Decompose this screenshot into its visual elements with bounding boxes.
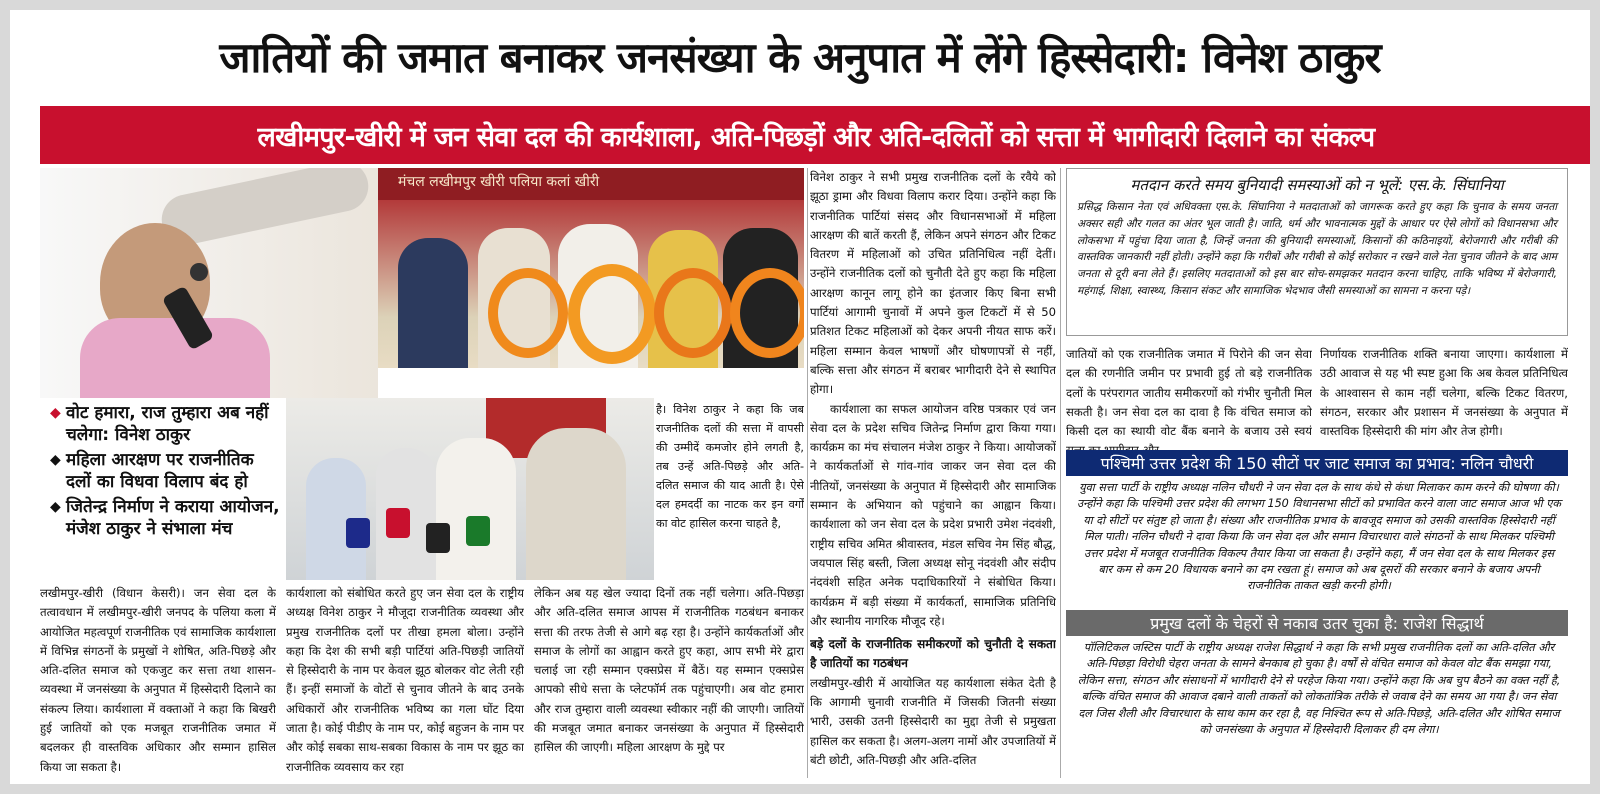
article-column-3a: है। विनेश ठाकुर ने कहा कि जब राजनीतिक दलों की सत्ता में वापसी की उम्मीदें कमजोर होने लगती है, तब उन्हें अति-पिछड़े और अति-दलित समाज की याद आती है। ऐसे दल हमदर्दी का नाटक कर इन वर्गों का वोट हासिल करना चाहते है, — [656, 403, 804, 530]
story3-title: प्रमुख दलों के चेहरों से नकाब उतर चुका है: राजेश सिद्धार्थ — [1066, 610, 1568, 636]
sidebar-box — [1066, 168, 1568, 336]
subheadline-banner: लखीमपुर-खीरी में जन सेवा दल की कार्यशाला, अति-पिछड़ों और अति-दलितों को सत्ता में भागीदारी दिलाने का संकल्प — [40, 106, 1590, 164]
press-interaction-photo — [286, 398, 654, 580]
garland-ceremony-photo — [378, 168, 804, 368]
key-point: ◆ जितेन्द्र निर्माण ने कराया आयोजन, मंजेश ठाकुर ने संभाला मंच — [50, 496, 280, 540]
key-points — [40, 398, 284, 584]
newspaper-page — [10, 10, 1590, 784]
article-column-3b: लेकिन अब यह खेल ज्यादा दिनों तक नहीं चलेगा। अति-पिछड़ा और अति-दलित समाज आपस में राजनीतिक गठबंधन बनाकर सत्ता की तरफ तेजी से आगे बढ़ रहा है। उन्होंने कार्यकर्ताओं और समाज के लोगों का आह्वान करते हुए कहा, आप सभी मेरे द्वारा चलाई जा रही सम्मान एक्सप्रेस में बैठें। यह सम्मान एक्सप्रेस आपको सीधे सत्ता के प्लेटफॉर्म तक पहुंचाएगी। अब वोट हमारा और राज तुम्हारा वाली व्यवस्था स्वीकार नहीं की जाएगी। जातियों की मजबूत जमात बनाकर जनसंख्या के अनुपात में हिस्सेदारी हासिल की जाएगी। महिला आरक्षण के मुद्दे पर — [534, 586, 804, 755]
section-subheading: बड़े दलों के राजनीतिक समीकरणों को चुनौती दे सकता है जातियों का गठबंधन — [810, 637, 1056, 671]
box-title: मतदान करते समय बुनियादी समस्याओं को न भूलें: एस.के. सिंघानिया — [1130, 176, 1504, 194]
banner-text: मंचल लखीमपुर खीरी पलिया कलां खीरी — [398, 174, 600, 190]
column-divider — [1060, 168, 1061, 778]
column-divider — [807, 168, 808, 778]
article-column-6: निर्णायक राजनीतिक शक्ति बनाया जाएगा। कार्यशाला में उठी आवाज से यह भी स्पष्ट हुआ कि अब केवल प्रतिनिधित्व के आश्वासन से काम नहीं चलेगा, बल्कि टिकट वितरण, संगठन, सरकार और प्रशासन में जनसंख्या के अनुपात में वास्तविक हिस्सेदारी की मांग और तेज होगी। — [1320, 347, 1568, 439]
story2-text: युवा सत्ता पार्टी के राष्ट्रीय अध्यक्ष नलिन चौधरी ने जन सेवा दल के साथ कंधे से कंधा मिलाकर काम करने की घोषणा की। उन्होंने कहा कि पश्चिमी उत्तर प्रदेश की लगभग 150 विधानसभा सीटों को प्रभावित करने वाला जाट समाज आज भी एक या दो सीटों पर संतुष्ट हो जाता है। संख्या और राजनीतिक प्रभाव के बावजूद समाज को उसकी वास्तविक हिस्सेदारी नहीं मिल पाती। नलिन चौधरी ने दावा किया कि जन सेवा दल और समान विचारधारा वाले संगठनों के साथ मिलकर पश्चिमी उत्तर प्रदेश में मजबूत राजनीतिक विकल्प तैयार किया जा सकता है। उन्होंने कहा, मैं जन सेवा दल के साथ मिलकर इस बार कम से कम 20 विधायक बनाने का दम रखता हूं। समाज को अब दूसरों की सरकार बनाने के बजाय अपनी राजनीतिक ताकत खड़ी करनी होगी। — [1076, 481, 1562, 593]
paragraph: विनेश ठाकुर ने सभी प्रमुख राजनीतिक दलों के रवैये को झूठा ड्रामा और विधवा विलाप करार दिया। उन्होंने कहा कि राजनीतिक पार्टियां संसद और विधानसभाओं में महिला आरक्षण की बातें करती हैं, लेकिन अपने संगठन और टिकट वितरण में महिलाओं को उचित प्रतिनिधित्व नहीं देतीं। उन्होंने राजनीतिक दलों को चुनौती देते हुए कहा कि महिला आरक्षण कानून लागू होने का इंतजार किए बिना सभी पार्टियां आगामी चुनावों में अपने कुल टिकटों में से 50 प्रतिशत टिकट महिलाओं को देकर अपनी नीयत साफ करें। महिला सम्मान केवल भाषणों और घोषणापत्रों से नहीं, बल्कि सत्ता और संगठन में बराबर भागीदारी देने से स्थापित होगा। — [810, 170, 1056, 397]
speaker-photo — [40, 168, 378, 398]
article-column-5: जातियों को एक राजनीतिक जमात में पिरोने की जन सेवा दल की रणनीति जमीन पर प्रभावी हुई तो बड़े राजनीतिक दलों के परंपरागत जातीय समीकरणों को गंभीर चुनौती मिल सकती है। जन सेवा दल का दावा है कि वंचित समाज को किसी दल का स्थायी वोट बैंक बनाने के बजाय उसे स्वयं — [1066, 347, 1312, 439]
key-point: ◆ महिला आरक्षण पर राजनीतिक दलों का विधवा विलाप बंद हो — [50, 449, 280, 493]
paragraph: लखीमपुर-खीरी में आयोजित यह कार्यशाला संकेत देती है कि आगामी चुनावी राजनीति में जिसकी जितनी संख्या भारी, उसकी उतनी हिस्सेदारी का मुद्दा तेजी से प्रमुखता हासिल कर सकता है। अलग-अलग नामों और उपजातियों में बंटी छोटी, अति-पिछड़ी और अति-दलित — [810, 675, 1056, 767]
story2-title: पश्चिमी उत्तर प्रदेश की 150 सीटों पर जाट समाज का प्रभाव: नलिन चौधरी — [1066, 450, 1568, 476]
box-text: प्रसिद्ध किसान नेता एवं अधिवक्ता एस.के. सिंघानिया ने मतदाताओं को जागरूक करते हुए कहा कि चुनाव के समय जनता अक्सर सही और गलत का अंतर भूल जाती है। जाति, धर्म और भावनात्मक मुद्दों के आधार पर ऐसे लोगों को विधानसभा और लोकसभा में पहुंचा दिया जाता है, जिन्हें जनता की बुनियादी समस्याओं, किसानों की कठिनाइयों, बेरोजगारी और गरीबी की वास्तविक जानकारी नहीं होती। उन्होंने कहा कि गरीबों और गरीबी से कोई सरोकार न रखने वाले नेता चुनाव जीतने के बाद आम जनता से दूरी बना लेते हैं। इसलिए मतदाताओं को इस बार सोच-समझकर मतदान करना चाहिए, ताकि भविष्य में बेरोजगारी, महंगाई, शिक्षा, स्वास्थ्य, किसान संकट और सामाजिक भेदभाव जैसी समस्याओं का सामना न करना पड़े। — [1077, 201, 1557, 297]
article-column-2: कार्यशाला को संबोधित करते हुए जन सेवा दल के राष्ट्रीय अध्यक्ष विनेश ठाकुर ने मौजूदा राजनीतिक व्यवस्था और प्रमुख राजनीतिक दलों पर तीखा हमला बोला। उन्होंने कहा कि देश की सभी बड़ी पार्टियां अति-पिछड़ी जातियों से हिस्सेदारी के नाम पर केवल झूठ बोलकर वोट लेती रही हैं। इन्हीं समाजों के वोटों से चुनाव जीतने के बाद उनके अधिकारों और राजनीतिक भविष्य का गला घोंट दिया जाता है। कोई पीडीए के नाम पर, कोई बहुजन के नाम पर और कोई सबका साथ-सबका विकास के नाम पर झूठ का राजनीतिक व्यवसाय कर रहा — [286, 586, 524, 774]
headline: जातियों की जमात बनाकर जनसंख्या के अनुपात में लेंगे हिस्सेदारी: विनेश ठाकुर — [219, 32, 1381, 82]
key-point: ◆ वोट हमारा, राज तुम्हारा अब नहीं चलेगा: विनेश ठाकुर — [50, 402, 280, 446]
paragraph: कार्यशाला का सफल आयोजन वरिष्ठ पत्रकार एवं जन सेवा दल के प्रदेश सचिव जितेन्द्र निर्माण द्वारा किया गया। कार्यक्रम का मंच संचालन मंजेश ठाकुर ने किया। आयोजकों ने कार्यकर्ताओं से गांव-गांव जाकर जन सेवा दल की नीतियों, जनसंख्या के अनुपात में हिस्सेदारी और सामाजिक सम्मान के अभियान को पहुंचाने का आह्वान किया। कार्यशाला को जन सेवा दल के प्रदेश प्रभारी उमेश नंदवंशी, राष्ट्रीय सचिव अमित श्रीवास्तव, मंडल सचिव नेम सिंह बौद्ध, जयपाल सिंह बस्ती, जिला अध्यक्ष सोनू नंदवंशी और संदीप नंदवंशी सहित अनेक पदाधिकारियों ने संबोधित किया। कार्यक्रम में बड़ी संख्या में कार्यकर्ता, सामाजिक प्रतिनिधि और स्थानीय नागरिक मौजूद रहे। — [810, 401, 1056, 628]
article-column-1: लखीमपुर-खीरी (विधान केसरी)। जन सेवा दल के तत्वावधान में लखीमपुर-खीरी जनपद के पलिया कला में आयोजित महत्वपूर्ण राजनीतिक एवं सामाजिक कार्यशाला में विभिन्न संगठनों के प्रमुखों ने शोषित, अति-पिछड़े और अति-दलित समाज को एकजुट कर सत्ता तथा शासन-व्यवस्था में जनसंख्या के अनुपात में हिस्सेदारी दिलाने का संकल्प लिया। कार्यशाला में वक्ताओं ने कहा कि बिखरी हुई जातियों को एक मजबूत राजनीतिक जमात में बदलकर ही वास्तविक अधिकार और सम्मान हासिल किया जा सकता है। — [40, 586, 276, 774]
story3-text: पॉलिटिकल जस्टिस पार्टी के राष्ट्रीय अध्यक्ष राजेश सिद्धार्थ ने कहा कि सभी प्रमुख राजनीतिक दलों का अति-दलित और अति-पिछड़ा विरोधी चेहरा जनता के सामने बेनकाब हो चुका है। वर्षों से वंचित समाज को केवल वोट बैंक समझा गया, लेकिन सत्ता, संगठन और संसाधनों में भागीदारी देने से परहेज किया गया। उन्होंने कहा कि अब चुप बैठने का वक्त नहीं है, बल्कि वंचित समाज की आवाज दबाने वाली ताकतों को लोकतांत्रिक तरीके से जवाब देने का समय आ गया है। जन सेवा दल जिस शैली और विचारधारा के साथ काम कर रहा है, वह निश्चित रूप से अति-पिछड़े, अति-दलित और शोषित समाज को जनसंख्या के अनुपात में हिस्सेदारी दिलाकर ही दम लेगा। — [1077, 641, 1561, 737]
article-column-4 — [810, 168, 1056, 780]
